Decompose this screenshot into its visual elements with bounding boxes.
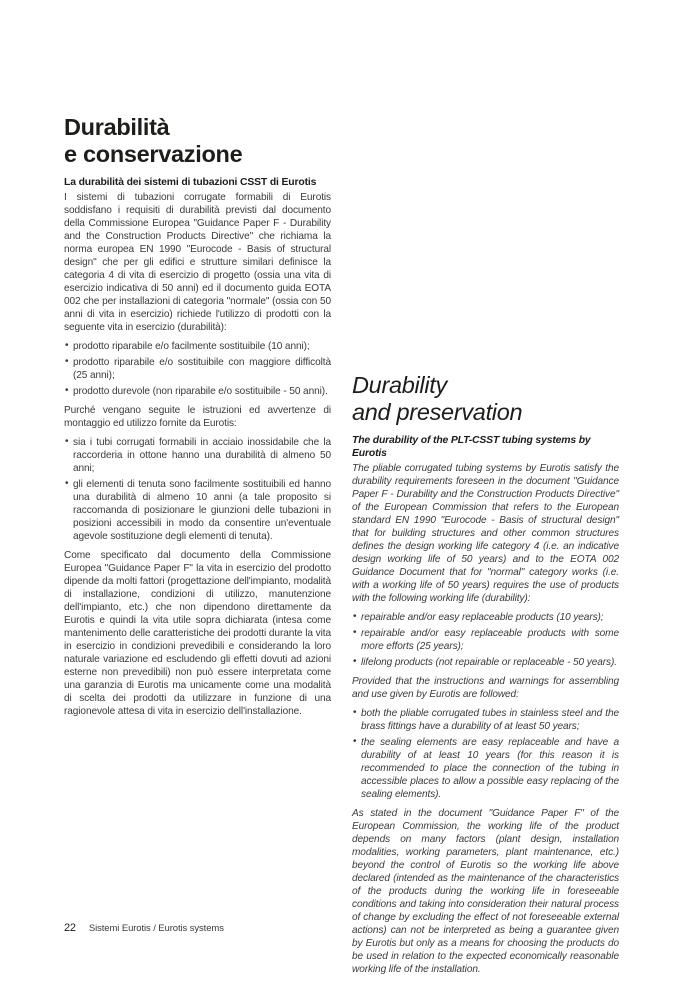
bullet-marker: • bbox=[65, 356, 69, 367]
english-paragraph-1: The pliable corrugated tubing systems by Eurotis satisfy the durability requirements foreseen in the document "Guidance Paper F - Durability and the Construction Products Directive" of the European Commission that refers to the European standard EN 1990 "Eurocode - Basis of structural design" that for building structures and other common structures defines the design working life category 4 (i.e. an indicative design working life of 50 years) and to the EOTA 002 Guidance Document that for "normal" category works (i.e. with a working life of 50 years) requires the use of products with the following working life (durability): bbox=[352, 463, 619, 604]
bullet-marker: • bbox=[353, 736, 357, 747]
bullet-text: repairable and/or easy replaceable products (10 years); bbox=[361, 612, 604, 623]
title-line: and preservation bbox=[352, 398, 523, 425]
list-item bbox=[352, 611, 619, 624]
page-number: 22 bbox=[64, 922, 76, 934]
english-section-heading: The durability of the PLT-CSST tubing systems by Eurotis bbox=[352, 435, 591, 459]
bullet-text: gli elementi di tenuta sono facilmente sostituibili ed hanno una durabilità di almeno 10 anni (a tale proposito si raccomanda di posizionare le giunzioni delle tubazioni in posizioni accessibili in modo da consentire un'eventuale agevole sostituzione degli elementi di tenuta). bbox=[73, 479, 331, 542]
bullet-text: the sealing elements are easy replaceable and have a durability of at least 10 years (for this reason it is recommended to place the connection of the tubing in accessible places to allow a possible easy replacing of the sealing elements). bbox=[361, 737, 619, 800]
italian-column bbox=[64, 114, 331, 724]
italian-section-heading: La durabilità dei sistemi di tubazioni CSST di Eurotis bbox=[64, 177, 317, 188]
bullet-text: repairable and/or easy replaceable products with some more efforts (25 years); bbox=[361, 628, 619, 652]
italian-bullet-list-1 bbox=[64, 340, 331, 398]
list-item bbox=[64, 340, 331, 353]
list-item bbox=[64, 436, 331, 475]
bullet-text: sia i tubi corrugati formabili in acciaio inossidabile che la raccorderia in ottone hanno una durabilità di almeno 50 anni; bbox=[73, 437, 331, 474]
english-bullet-list-1 bbox=[352, 611, 619, 669]
bullet-text: prodotto durevole (non riparabile e/o sostituibile - 50 anni). bbox=[73, 386, 328, 397]
list-item bbox=[352, 736, 619, 801]
bullet-marker: • bbox=[65, 340, 69, 351]
bullet-text: prodotto riparabile e/o facilmente sostituibile (10 anni); bbox=[73, 341, 310, 352]
list-item bbox=[64, 356, 331, 382]
bullet-marker: • bbox=[353, 627, 357, 638]
list-item bbox=[64, 385, 331, 398]
footer-label: Sistemi Eurotis / Eurotis systems bbox=[88, 923, 224, 934]
bullet-marker: • bbox=[353, 707, 357, 718]
list-item bbox=[352, 707, 619, 733]
italian-paragraph-2: Purché vengano seguite le istruzioni ed avvertenze di montaggio ed utilizzo fornite da Eurotis: bbox=[64, 405, 331, 429]
page-footer bbox=[64, 922, 224, 934]
italian-paragraph-1: I sistemi di tubazioni corrugate formabili di Eurotis soddisfano i requisiti di durabilità previsti dal documento della Commissione Europea "Guidance Paper F - Durability and the Construction Products Directive" che richiama la norma europea EN 1990 "Eurocode - Basis of structural design" che per gli edifici e strutture similari definisce la categoria 4 di vita di esercizio di progetto (ossia una vita di esercizio indicativa di 50 anni) ed il documento guida EOTA 002 che per installazioni di categoria "normale" (ossia con 50 anni di vita in esercizio) richiede l'utilizzo di prodotti con la seguente vita in esercizio (durabilità): bbox=[64, 192, 331, 333]
bullet-marker: • bbox=[65, 478, 69, 489]
english-column bbox=[352, 372, 619, 982]
italian-title bbox=[64, 114, 331, 167]
bullet-text: prodotto riparabile e/o sostituibile con maggiore difficoltà (25 anni); bbox=[73, 357, 331, 381]
english-bullet-list-2 bbox=[352, 707, 619, 801]
english-paragraph-3: As stated in the document "Guidance Paper F" of the European Commission, the working life of the product depends on many factors (plant design, installation modalities, working parameters, plant maintenance, etc.) beyond the control of Eurotis so the working life above declared (intended as the maintenance of the characteristics of the products during the working life in foreseeable conditions and taking into consideration their natural process of change by excluding the effect of not foreseeable external actions) can not be interpreted as being a guarantee given by Eurotis but only as a means for choosing the products do be used in relation to the expected economically reasonable working life of the installation. bbox=[352, 808, 619, 975]
bullet-text: lifelong products (not repairable or replaceable - 50 years). bbox=[361, 657, 617, 668]
bullet-marker: • bbox=[353, 656, 357, 667]
bullet-marker: • bbox=[65, 436, 69, 447]
english-paragraph-2: Provided that the instructions and warnings for assembling and use given by Eurotis are followed: bbox=[352, 676, 619, 700]
bullet-marker: • bbox=[353, 611, 357, 622]
italian-bullet-list-2 bbox=[64, 436, 331, 543]
bullet-text: both the pliable corrugated tubes in stainless steel and the brass fittings have a durability of at least 50 years; bbox=[361, 708, 619, 732]
title-line: Durability bbox=[352, 372, 447, 398]
list-item bbox=[352, 656, 619, 669]
list-item bbox=[352, 627, 619, 653]
english-title bbox=[352, 372, 619, 425]
bullet-marker: • bbox=[65, 385, 69, 396]
title-line: e conservazione bbox=[64, 140, 243, 167]
title-line: Durabilità bbox=[64, 114, 170, 140]
italian-paragraph-3: Come specificato dal documento della Commissione Europea "Guidance Paper F" la vita in esercizio del prodotto dipende da molti fattori (progettazione dell'impianto, modalità di installazione, condizioni di utilizzo, manutenzione dell'impianto, etc.) che non dipendono direttamente da Eurotis e quindi la vita utile sopra dichiarata (intesa come mantenimento delle caratteristiche dei prodotti durante la vita in esercizio in condizioni prevedibili e considerando la loro naturale variazione ed escludendo gli effetti dovuti ad azioni esterne non prevedibili) non può essere interpretata come una garanzia di Eurotis ma unicamente come una modalità di scelta dei prodotti da utilizzare in funzione di una ragionevole attesa di vita in esercizio dell'installazione. bbox=[64, 550, 331, 717]
list-item bbox=[64, 478, 331, 543]
